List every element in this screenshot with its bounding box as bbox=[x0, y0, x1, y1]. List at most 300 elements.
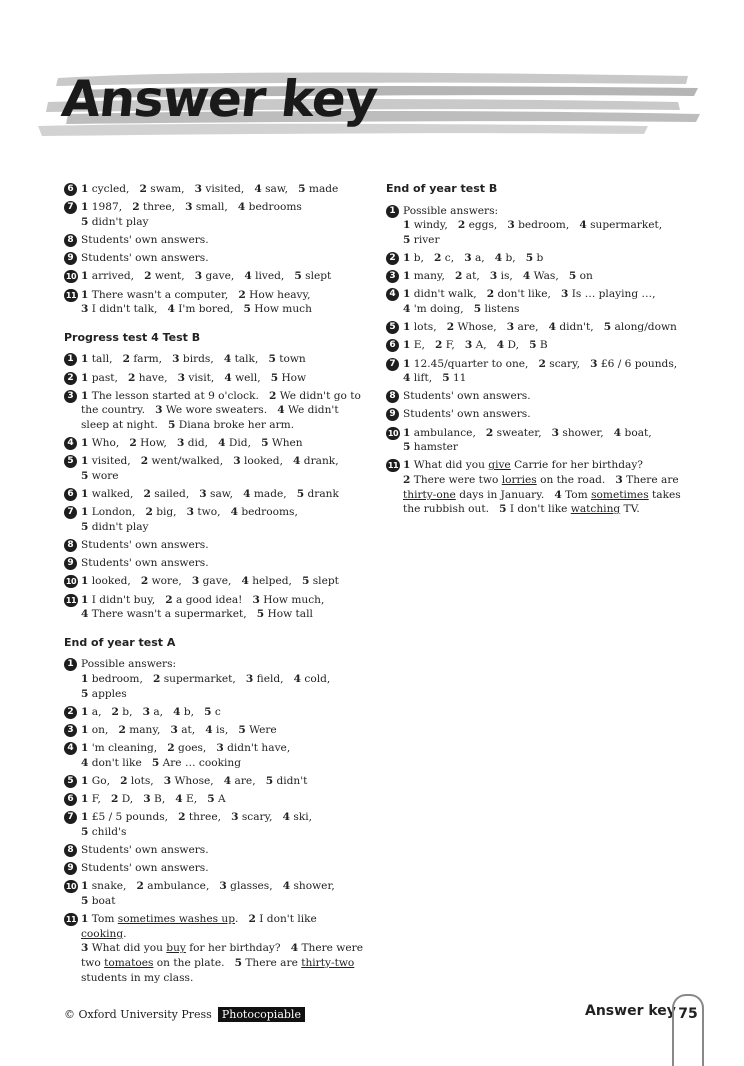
page-number: 75 bbox=[678, 1006, 698, 1022]
answer-number: 2 bbox=[152, 672, 161, 685]
answer-number: 1 bbox=[403, 270, 411, 283]
answer-number: 4 bbox=[244, 270, 252, 283]
answer-text: We didn't bbox=[287, 404, 339, 417]
question-number-badge: 4 bbox=[386, 288, 399, 301]
answer-text: on, bbox=[91, 723, 109, 736]
answer-item bbox=[64, 352, 364, 367]
answer-item bbox=[386, 251, 686, 266]
answer-number: 5 bbox=[473, 302, 482, 315]
answer-text: Who, bbox=[91, 437, 120, 450]
answer-text: made, bbox=[253, 488, 287, 501]
question-number-badge: 4 bbox=[64, 437, 77, 450]
answer-text: How heavy, bbox=[249, 288, 311, 301]
answer-text: We wore sweaters. bbox=[165, 404, 268, 417]
answer-number: 5 bbox=[294, 270, 302, 283]
answer-text: didn't play bbox=[91, 520, 149, 533]
answer-line bbox=[403, 233, 686, 248]
answer-number: 2 bbox=[144, 270, 152, 283]
answer-number: 4 bbox=[81, 756, 89, 769]
answer-line bbox=[81, 215, 364, 230]
answer-item bbox=[386, 320, 686, 335]
answer-text: £6 / 6 pounds, bbox=[600, 357, 678, 370]
answer-line bbox=[403, 251, 686, 266]
answer-text: drank, bbox=[303, 455, 339, 468]
answer-number: 2 bbox=[111, 705, 119, 718]
answer-line bbox=[81, 687, 364, 702]
question-number-badge: 11 bbox=[387, 461, 399, 471]
answer-number: 3 bbox=[142, 705, 150, 718]
answer-number: 5 bbox=[81, 825, 89, 838]
answer-text: didn't have, bbox=[227, 742, 291, 755]
answer-item bbox=[386, 269, 686, 284]
answer-text: Students' own answers. bbox=[81, 862, 209, 875]
answer-text: visited, bbox=[91, 455, 131, 468]
answer-text: E, bbox=[413, 339, 425, 352]
question-number-badge: 9 bbox=[386, 408, 399, 421]
answer-text: did, bbox=[187, 437, 209, 450]
answer-line bbox=[403, 371, 686, 386]
answer-text: I don't like cooking. bbox=[81, 913, 317, 940]
answer-number: 1 bbox=[81, 913, 89, 926]
answer-number: 2 bbox=[434, 251, 442, 264]
answer-text: talk, bbox=[234, 353, 259, 366]
answer-text: bedrooms, bbox=[241, 506, 298, 519]
answer-number: 3 bbox=[233, 455, 241, 468]
answer-number: 4 bbox=[175, 793, 183, 806]
answer-number: 1 bbox=[403, 357, 411, 370]
answer-text: cycled, bbox=[91, 183, 130, 195]
answer-text: two tomatoes on the plate. bbox=[81, 956, 225, 969]
answer-line bbox=[81, 352, 364, 367]
answer-text: two, bbox=[197, 506, 221, 519]
answer-text: scary, bbox=[241, 811, 273, 824]
answer-text: went/walked, bbox=[151, 455, 224, 468]
answer-number: 4 bbox=[254, 183, 262, 195]
answer-number: 3 bbox=[194, 270, 203, 283]
answer-text: a, bbox=[91, 705, 102, 718]
answer-number: 3 bbox=[163, 774, 172, 787]
answer-number: 1 bbox=[81, 183, 89, 195]
answer-item bbox=[64, 912, 364, 985]
answer-text: the rubbish out. bbox=[403, 503, 490, 516]
copyright-text: © Oxford University Press bbox=[64, 1008, 212, 1021]
answer-number: 2 bbox=[457, 219, 466, 232]
answer-text: didn't, bbox=[559, 321, 594, 334]
question-number-badge: 8 bbox=[386, 390, 399, 403]
answer-line bbox=[403, 440, 686, 455]
answer-item bbox=[64, 861, 364, 876]
answer-text: A, bbox=[475, 339, 487, 352]
answer-line bbox=[81, 487, 364, 502]
answer-text: supermarket, bbox=[163, 672, 236, 685]
answer-line bbox=[403, 357, 686, 372]
answer-text: along/down bbox=[614, 321, 677, 334]
answer-text: We didn't go to bbox=[279, 389, 361, 402]
answer-number: 4 bbox=[282, 811, 291, 824]
answer-text: didn't walk, bbox=[413, 288, 477, 301]
answer-text: a, bbox=[153, 705, 163, 718]
answer-text: I don't like watching TV. bbox=[509, 503, 640, 516]
answer-line bbox=[81, 302, 364, 317]
answer-number: 5 bbox=[603, 321, 612, 334]
answer-text: are, bbox=[234, 774, 256, 787]
section-heading: End of year test A bbox=[64, 635, 176, 649]
answer-text: How much, bbox=[263, 593, 325, 606]
answer-number: 3 bbox=[216, 742, 224, 755]
answer-number: 5 bbox=[261, 437, 269, 450]
answer-text: Go, bbox=[91, 774, 110, 787]
answer-number: 5 bbox=[234, 956, 242, 969]
answer-number: 2 bbox=[403, 474, 411, 487]
answer-number: 3 bbox=[186, 506, 195, 519]
answer-line bbox=[81, 505, 364, 520]
answer-number: 3 bbox=[176, 437, 185, 450]
answer-number: 2 bbox=[110, 793, 119, 806]
answer-item bbox=[64, 657, 364, 701]
answer-text: three, bbox=[188, 811, 221, 824]
answer-text: drank bbox=[307, 488, 339, 501]
answer-number: 1 bbox=[81, 575, 89, 588]
answer-text: looked, bbox=[243, 455, 283, 468]
answer-text: 'm doing, bbox=[413, 302, 464, 315]
answer-text: E, bbox=[186, 793, 198, 806]
question-number-badge: 5 bbox=[64, 775, 77, 788]
answer-text: Students' own answers. bbox=[403, 390, 531, 403]
answer-item bbox=[64, 288, 364, 317]
answer-text: goes, bbox=[178, 742, 207, 755]
answer-number: 4 bbox=[81, 608, 89, 621]
question-number-badge: 10 bbox=[387, 428, 399, 438]
answer-item bbox=[64, 200, 364, 229]
answer-number: 1 bbox=[403, 251, 411, 264]
answer-line bbox=[403, 269, 686, 284]
answer-item bbox=[64, 436, 364, 451]
answer-number: 2 bbox=[485, 426, 494, 439]
answer-text: saw, bbox=[210, 488, 233, 501]
question-number-badge: 2 bbox=[64, 372, 77, 385]
answer-number: 1 bbox=[81, 723, 89, 736]
answer-text: shower, bbox=[293, 880, 335, 893]
answer-number: 1 bbox=[403, 426, 411, 439]
answer-item bbox=[386, 204, 686, 248]
answer-number: 3 bbox=[194, 183, 202, 195]
answer-number: 5 bbox=[256, 608, 265, 621]
answer-text: visit, bbox=[188, 371, 215, 384]
answer-number: 3 bbox=[507, 219, 515, 232]
question-number-badge: 9 bbox=[64, 252, 77, 265]
answer-number: 5 bbox=[268, 353, 276, 366]
answer-text: D, bbox=[507, 339, 520, 352]
answer-line bbox=[403, 473, 686, 488]
answer-number: 4 bbox=[173, 705, 181, 718]
answer-text: don't like, bbox=[497, 288, 551, 301]
answer-text: 1987, bbox=[91, 201, 123, 214]
page-number-tab bbox=[672, 994, 704, 1066]
answer-number: 3 bbox=[219, 880, 227, 893]
question-number-badge: 10 bbox=[65, 882, 77, 892]
answer-number: 1 bbox=[403, 321, 411, 334]
answer-number: 5 bbox=[243, 303, 251, 316]
question-number-badge: 11 bbox=[65, 595, 77, 605]
answer-text: gave, bbox=[205, 270, 235, 283]
answer-number: 1 bbox=[81, 705, 89, 718]
answer-number: 4 bbox=[282, 880, 291, 893]
answer-item bbox=[64, 538, 364, 553]
answer-number: 5 bbox=[168, 418, 176, 431]
answer-line bbox=[81, 705, 364, 720]
answer-item bbox=[64, 705, 364, 720]
answer-text: scary, bbox=[549, 357, 580, 370]
answer-number: 5 bbox=[529, 339, 537, 352]
answer-number: 3 bbox=[170, 723, 178, 736]
answer-number: 5 bbox=[568, 270, 577, 283]
answer-text: When bbox=[271, 437, 303, 450]
answer-number: 2 bbox=[143, 488, 151, 501]
page-title: Answer key bbox=[58, 70, 380, 128]
answer-number: 2 bbox=[486, 288, 495, 301]
answer-text: There were bbox=[301, 942, 363, 955]
answer-text: apples bbox=[91, 687, 127, 700]
answer-line bbox=[81, 520, 364, 535]
answer-item bbox=[386, 389, 686, 404]
answer-number: 1 bbox=[81, 437, 89, 450]
answer-text: didn't bbox=[276, 774, 308, 787]
answer-text: windy, bbox=[413, 219, 448, 232]
answer-item bbox=[64, 723, 364, 738]
answer-text: A bbox=[218, 793, 226, 806]
answer-text: swam, bbox=[150, 183, 185, 195]
answer-text: There wasn't a supermarket, bbox=[91, 608, 247, 621]
answer-number: 1 bbox=[403, 339, 411, 352]
answer-number: 4 bbox=[403, 372, 411, 385]
answer-text: shower, bbox=[562, 426, 604, 439]
answer-number: 1 bbox=[81, 811, 89, 824]
answer-text: are, bbox=[517, 321, 539, 334]
answer-item bbox=[64, 269, 364, 284]
answer-text: 'm cleaning, bbox=[91, 742, 158, 755]
answer-line bbox=[403, 204, 686, 219]
answer-text: lots, bbox=[413, 321, 437, 334]
answer-text: Students' own answers. bbox=[81, 252, 209, 265]
answer-text: many, bbox=[413, 270, 445, 283]
answer-number: 2 bbox=[122, 353, 130, 366]
answer-item bbox=[386, 407, 686, 422]
answer-line bbox=[81, 403, 364, 418]
answer-item bbox=[64, 182, 364, 197]
answer-number: 3 bbox=[464, 251, 472, 264]
answer-line bbox=[81, 971, 364, 986]
answer-text: Are … cooking bbox=[162, 756, 242, 769]
answer-number: 1 bbox=[81, 672, 89, 685]
answer-line bbox=[403, 458, 686, 473]
answer-text: b, bbox=[122, 705, 133, 718]
answer-number: 5 bbox=[403, 233, 411, 246]
answer-number: 2 bbox=[120, 774, 128, 787]
answer-line bbox=[403, 407, 686, 422]
answer-number: 4 bbox=[205, 723, 213, 736]
answer-item bbox=[64, 810, 364, 839]
answer-item bbox=[64, 792, 364, 807]
answer-text: well, bbox=[235, 371, 261, 384]
answer-number: 4 bbox=[494, 251, 503, 264]
answer-text: How tall bbox=[267, 608, 313, 621]
answer-text: listens bbox=[484, 302, 520, 315]
answer-line bbox=[81, 593, 364, 608]
answer-item bbox=[64, 487, 364, 502]
answer-number: 2 bbox=[132, 201, 140, 214]
question-number-badge: 3 bbox=[64, 390, 77, 403]
answer-number: 1 bbox=[403, 459, 411, 472]
answer-text: Students' own answers. bbox=[403, 408, 531, 421]
answer-text: Whose, bbox=[457, 321, 497, 334]
answer-text: Possible answers: bbox=[81, 658, 177, 671]
answer-number: 4 bbox=[218, 437, 226, 450]
answer-line bbox=[81, 774, 364, 789]
answer-text: on bbox=[579, 270, 593, 283]
answer-line bbox=[81, 436, 364, 451]
answer-item bbox=[64, 454, 364, 483]
answer-number: 4 bbox=[241, 575, 249, 588]
answer-line bbox=[81, 657, 364, 672]
answer-item bbox=[64, 593, 364, 622]
answer-text: c bbox=[214, 705, 221, 718]
answer-line bbox=[81, 723, 364, 738]
answer-number: 4 bbox=[243, 488, 251, 501]
answer-text: Whose, bbox=[174, 774, 214, 787]
answer-number: 4 bbox=[290, 942, 299, 955]
answer-number: 4 bbox=[403, 302, 411, 315]
end-of-year-test-b-answers bbox=[386, 204, 686, 517]
answer-number: 2 bbox=[167, 742, 175, 755]
answer-text: slept bbox=[305, 270, 332, 283]
answer-number: 1 bbox=[81, 742, 89, 755]
answer-number: 5 bbox=[81, 469, 89, 482]
answer-text: looked, bbox=[91, 575, 131, 588]
answer-text: F, bbox=[445, 339, 455, 352]
answer-text: The lesson started at 9 o'clock. bbox=[91, 389, 259, 402]
answer-line bbox=[81, 861, 364, 876]
answer-text: lots, bbox=[130, 774, 154, 787]
answer-text: F, bbox=[91, 793, 101, 806]
answer-text: Did, bbox=[228, 437, 251, 450]
progress-test-section-continued bbox=[64, 182, 364, 317]
answer-item bbox=[386, 426, 686, 455]
answer-line bbox=[81, 269, 364, 284]
answer-number: 1 bbox=[81, 593, 89, 606]
answer-text: There are thirty-two bbox=[245, 956, 355, 969]
answer-line bbox=[403, 389, 686, 404]
answer-text: What did you buy for her birthday? bbox=[91, 942, 281, 955]
answer-text: lift, bbox=[413, 372, 433, 385]
answer-number: 3 bbox=[143, 793, 151, 806]
answer-number: 2 bbox=[538, 357, 546, 370]
answer-number: 1 bbox=[81, 371, 89, 384]
answer-text: b, bbox=[505, 251, 516, 264]
answer-number: 4 bbox=[224, 371, 232, 384]
question-number-badge: 5 bbox=[64, 455, 77, 468]
answer-text: B bbox=[539, 339, 548, 352]
answer-number: 2 bbox=[238, 288, 246, 301]
answer-item bbox=[64, 389, 364, 433]
answer-text: saw, bbox=[265, 183, 289, 195]
answer-text: ambulance, bbox=[413, 426, 476, 439]
answer-text: river bbox=[413, 233, 440, 246]
answer-text: cold, bbox=[304, 672, 331, 685]
answer-text: wore, bbox=[151, 575, 182, 588]
answer-text: big, bbox=[156, 506, 177, 519]
answer-number: 5 bbox=[81, 687, 89, 700]
answer-text: at, bbox=[465, 270, 480, 283]
answer-text: the country. bbox=[81, 404, 145, 417]
answer-number: 2 bbox=[434, 339, 443, 352]
answer-text: eggs, bbox=[468, 219, 498, 232]
question-number-badge: 7 bbox=[64, 811, 77, 824]
answer-line bbox=[81, 200, 364, 215]
answer-text: sleep at night. bbox=[81, 418, 158, 431]
answer-text: didn't play bbox=[91, 215, 149, 228]
answer-text: 11 bbox=[452, 372, 467, 385]
answer-text: went, bbox=[154, 270, 185, 283]
answer-line bbox=[81, 574, 364, 589]
answer-text: town bbox=[279, 353, 306, 366]
answer-text: don't like bbox=[91, 756, 142, 769]
answer-number: 1 bbox=[403, 288, 411, 301]
question-number-badge: 2 bbox=[386, 252, 399, 265]
answer-text: boat, bbox=[624, 426, 652, 439]
answer-text: bedrooms bbox=[248, 201, 302, 214]
answer-number: 1 bbox=[81, 389, 89, 402]
footer-left bbox=[64, 1007, 305, 1022]
answer-text: three, bbox=[142, 201, 175, 214]
answer-line bbox=[81, 469, 364, 484]
answer-number: 3 bbox=[81, 303, 89, 316]
answer-number: 5 bbox=[296, 488, 305, 501]
answer-text: have, bbox=[138, 371, 168, 384]
answer-number: 1 bbox=[81, 270, 89, 283]
answer-text: students in my class. bbox=[81, 971, 194, 984]
answer-line bbox=[81, 182, 364, 197]
answer-text: Was, bbox=[533, 270, 559, 283]
question-number-badge: 6 bbox=[64, 793, 77, 806]
answer-text: hamster bbox=[413, 441, 458, 454]
answer-number: 4 bbox=[277, 404, 285, 417]
answer-text: boat bbox=[91, 895, 116, 907]
answer-text: D, bbox=[121, 793, 134, 806]
answer-line bbox=[81, 454, 364, 469]
answer-line bbox=[81, 941, 364, 956]
answer-text: ambulance, bbox=[147, 880, 210, 893]
answer-line bbox=[81, 879, 364, 894]
answer-item bbox=[64, 574, 364, 589]
answer-text: thirty-one days in January. bbox=[403, 488, 545, 501]
answer-number: 3 bbox=[551, 426, 560, 439]
answer-number: 4 bbox=[496, 339, 505, 352]
footer-section-label: Answer key bbox=[585, 1003, 676, 1019]
answer-item bbox=[64, 774, 364, 789]
answer-number: 2 bbox=[139, 183, 147, 195]
answer-number: 3 bbox=[177, 371, 186, 384]
answer-number: 1 bbox=[81, 455, 89, 468]
answer-number: 5 bbox=[442, 372, 450, 385]
question-number-badge: 10 bbox=[65, 577, 77, 587]
section-heading: Progress test 4 Test B bbox=[64, 330, 201, 344]
answer-text: I'm bored, bbox=[178, 303, 234, 316]
answer-number: 2 bbox=[446, 321, 455, 334]
answer-number: 1 bbox=[81, 488, 89, 501]
answer-text: wore bbox=[91, 469, 119, 482]
answer-text: at, bbox=[181, 723, 196, 736]
question-number-badge: 8 bbox=[64, 234, 77, 247]
